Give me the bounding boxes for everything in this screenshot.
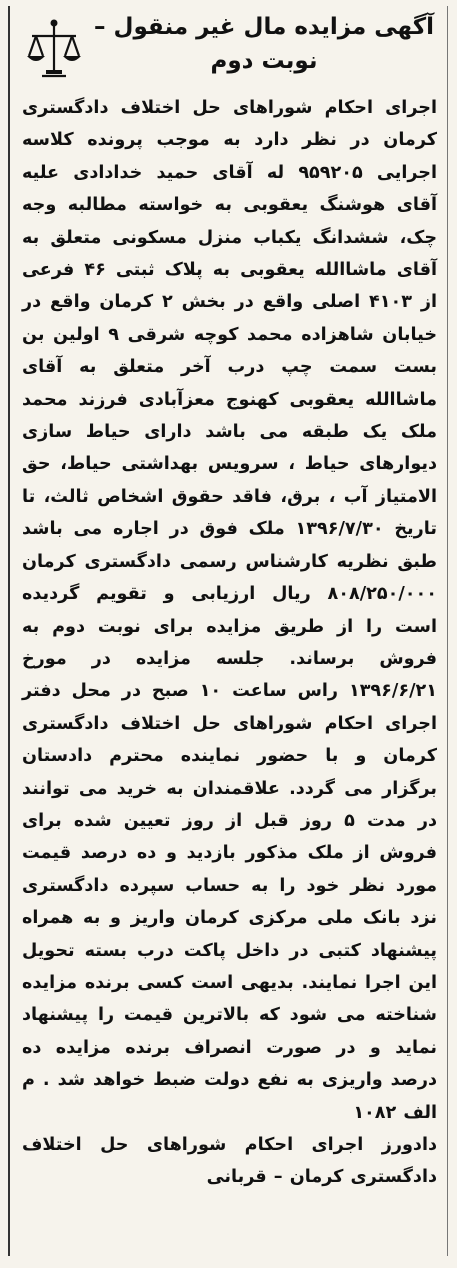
notice-title: [89, 10, 439, 78]
title-line-1: آگهی مزایده مال غیر منقول –: [94, 14, 434, 40]
scales-of-justice-icon: [24, 16, 84, 82]
notice-body: [22, 92, 437, 1194]
title-line-2: نوبت دوم: [210, 48, 318, 74]
notice-text: اجرای احکام شوراهای حل اختلاف دادگستری کرمان در نظر دارد به موجب پرونده کلاسه اجرایی ۹۵۹۲۰۵ له آقای حمید خدادادی علیه آقای هوشنگ یعقوبی به خواسته مطالبه وجه چک، ششدانگ یکباب منزل مسکونی متعلق به آقای ماشاالله یعقوبی به پلاک ثبتی ۴۶ فرعی از ۴۱۰۳ اصلی واقع در بخش ۲ کرمان واقع در خیابان شاهزاده محمد کوچه شرقی ۹ اولین بن بست سمت چپ درب آخر متعلق به آقای ماشاالله یعقوبی کهنوج معزآبادی فرزند محمد ملک یک طبقه می باشد دارای حیاط سازی دیوارهای حیاط ، سرویس بهداشتی حیاط، حق الامتیاز آب ، برق، فاقد حقوق اشخاص ثالث، تا تاریخ ۱۳۹۶/۷/۳۰ ملک فوق در اجاره می باشد طبق نظریه کارشناس رسمی دادگستری کرمان ۸۰۸/۲۵۰/۰۰۰ ریال ارزیابی و تقویم گردیده است را از طریق مزایده برای نوبت دوم به فروش برساند. جلسه مزایده در مورخ ۱۳۹۶/۶/۲۱ راس ساعت ۱۰ صبح در محل دفتر اجرای احکام شوراهای حل اختلاف دادگستری کرمان و با حضور نماینده محترم دادستان برگزار می گردد. علاقمندان به خرید می توانند در مدت ۵ روز قبل از روز تعیین شده برای فروش از ملک مذکور بازدید و ده درصد قیمت مورد نظر خود را به حساب سپرده دادگستری نزد بانک ملی مرکزی کرمان واریز و به همراه پیشنهاد کتبی در داخل پاکت درب بسته تحویل این اجرا نمایند. بدیهی است کسی برنده مزایده شناخته می شود که بالاترین قیمت را پیشنهاد نماید و در صورت انصراف برنده مزایده ده درصد واریزی به نفع دولت ضبط خواهد شد . م الف ۱۰۸۲: [22, 98, 437, 1123]
notice-frame: [8, 6, 448, 1256]
notice-signature: دادورز اجرای احکام شوراهای حل اختلاف دادگستری کرمان – قربانی: [22, 1135, 437, 1188]
notice-header: [20, 6, 447, 88]
